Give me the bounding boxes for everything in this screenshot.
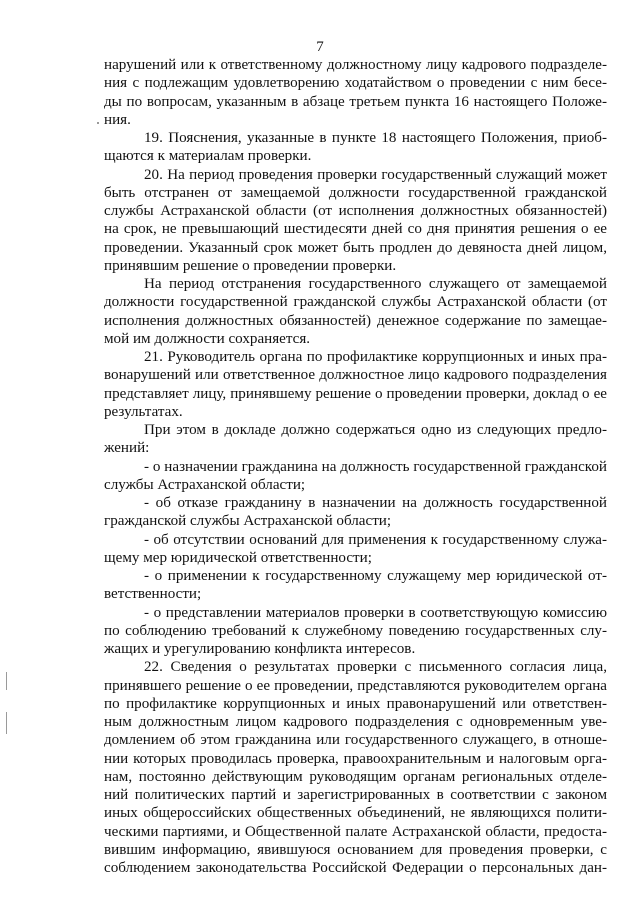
text-line: 22. Сведения о результатах проверки с письменного согласия лица,: [144, 659, 607, 676]
text-line: 21. Руководитель органа по профилактике коррупционных и иных пра-: [144, 349, 607, 365]
text-line: вонарушений или ответственное должностное лицо кадрового подразделения: [104, 367, 607, 384]
text-line: - о представлении материалов проверки в соответствующую комиссию: [144, 604, 607, 621]
text-line: соблюдением законодательства Российской Федерации о персональных дан-: [104, 860, 607, 876]
text-line: ным должностным лицом кадрового подразделения с одновременным уве-: [104, 714, 607, 730]
scan-mark-top: [97, 122, 99, 124]
text-line: проведении. Указанный срок может быть продлен до девяноста дней лицом,: [104, 239, 607, 256]
text-line: - об отсутствии оснований для применения к государственному служа-: [144, 531, 607, 548]
text-line: по профилактике коррупционных и иных правонарушений или ответствен-: [104, 695, 607, 712]
text-line: домлением об этом гражданина или государственного служащего, в отноше-: [104, 732, 607, 749]
text-line: исполнения должностных обязанностей) денежное содержание по замещае-: [104, 312, 607, 329]
text-line: нам, постоянно действующим руководящим органам региональных отделе-: [104, 768, 607, 785]
text-line: службы Астраханской области;: [104, 476, 306, 493]
text-line: жений:: [104, 440, 150, 457]
text-line: мой им должности сохраняется.: [104, 330, 311, 347]
text-line: ветственности;: [104, 586, 202, 603]
text-line: должности государственной гражданской службы Астраханской области (от: [104, 294, 607, 311]
text-line: по соблюдению требований к служебному поведению государственных слу-: [104, 622, 607, 639]
text-line: службы Астраханской области (от исполнения должностных обязанностей): [104, 203, 607, 219]
text-line: иных общероссийских общественных объединений, не являющихся полити-: [104, 805, 607, 822]
text-line: щаются к материалам проверки.: [104, 148, 312, 165]
text-line: На период отстранения государственного служащего от замещаемой: [144, 276, 607, 292]
text-line: щему мер юридической ответственности;: [104, 549, 372, 566]
text-line: ды по вопросам, указанным в абзаце третьем пункта 16 настоящего Положе-: [104, 93, 607, 110]
text-line: ния.: [104, 111, 131, 128]
scan-mark-left: [6, 672, 7, 690]
text-line: При этом в докладе должно содержаться одно из следующих предло-: [144, 422, 607, 438]
text-line: принявшего решение о ее проведении, представляются руководителем органа: [104, 677, 607, 694]
text-line: 20. На период проведения проверки государственный служащий может: [144, 166, 607, 183]
text-line: - о назначении гражданина на должность государственной гражданской: [144, 458, 607, 475]
text-line: на срок, не превышающий шестидесяти дней со дня принятия решения о ее: [104, 221, 607, 238]
text-line: гражданской службы Астраханской области;: [104, 513, 392, 530]
scan-mark-left-lower: [6, 712, 7, 734]
text-line: ния с подлежащим удовлетворению ходатайством о проведении с ним бесе-: [104, 75, 607, 92]
text-line: нии которых проводилась проверка, правоохранительным и налоговым орга-: [104, 750, 607, 767]
text-line: ний политических партий и зарегистрированных в соответствии с законом: [104, 787, 607, 803]
text-line: быть отстранен от замещаемой должности государственной гражданской: [104, 184, 607, 201]
text-line: результатах.: [104, 403, 183, 420]
text-line: принявшим решение о проведении проверки.: [104, 257, 397, 274]
text-line: нарушений или к ответственному должностному лицу кадрового подразделе-: [104, 57, 607, 73]
text-line: представляет лицу, принявшему решение о проведении проверки, доклад о ее: [104, 385, 607, 402]
text-line: 19. Пояснения, указанные в пункте 18 настоящего Положения, приоб-: [144, 130, 607, 146]
page-number: 7: [316, 39, 324, 55]
document-body: [104, 56, 607, 877]
text-line: - об отказе гражданину в назначении на должность государственной: [144, 495, 607, 511]
text-line: жащих и урегулированию конфликта интересов.: [104, 641, 416, 657]
text-line: вившим информацию, явившуюся основанием для проведения проверки, с: [104, 841, 607, 858]
text-line: - о применении к государственному служащему мер юридической от-: [144, 568, 607, 584]
text-line: ческими партиями, и Общественной палате Астраханской области, предоста-: [104, 823, 607, 840]
